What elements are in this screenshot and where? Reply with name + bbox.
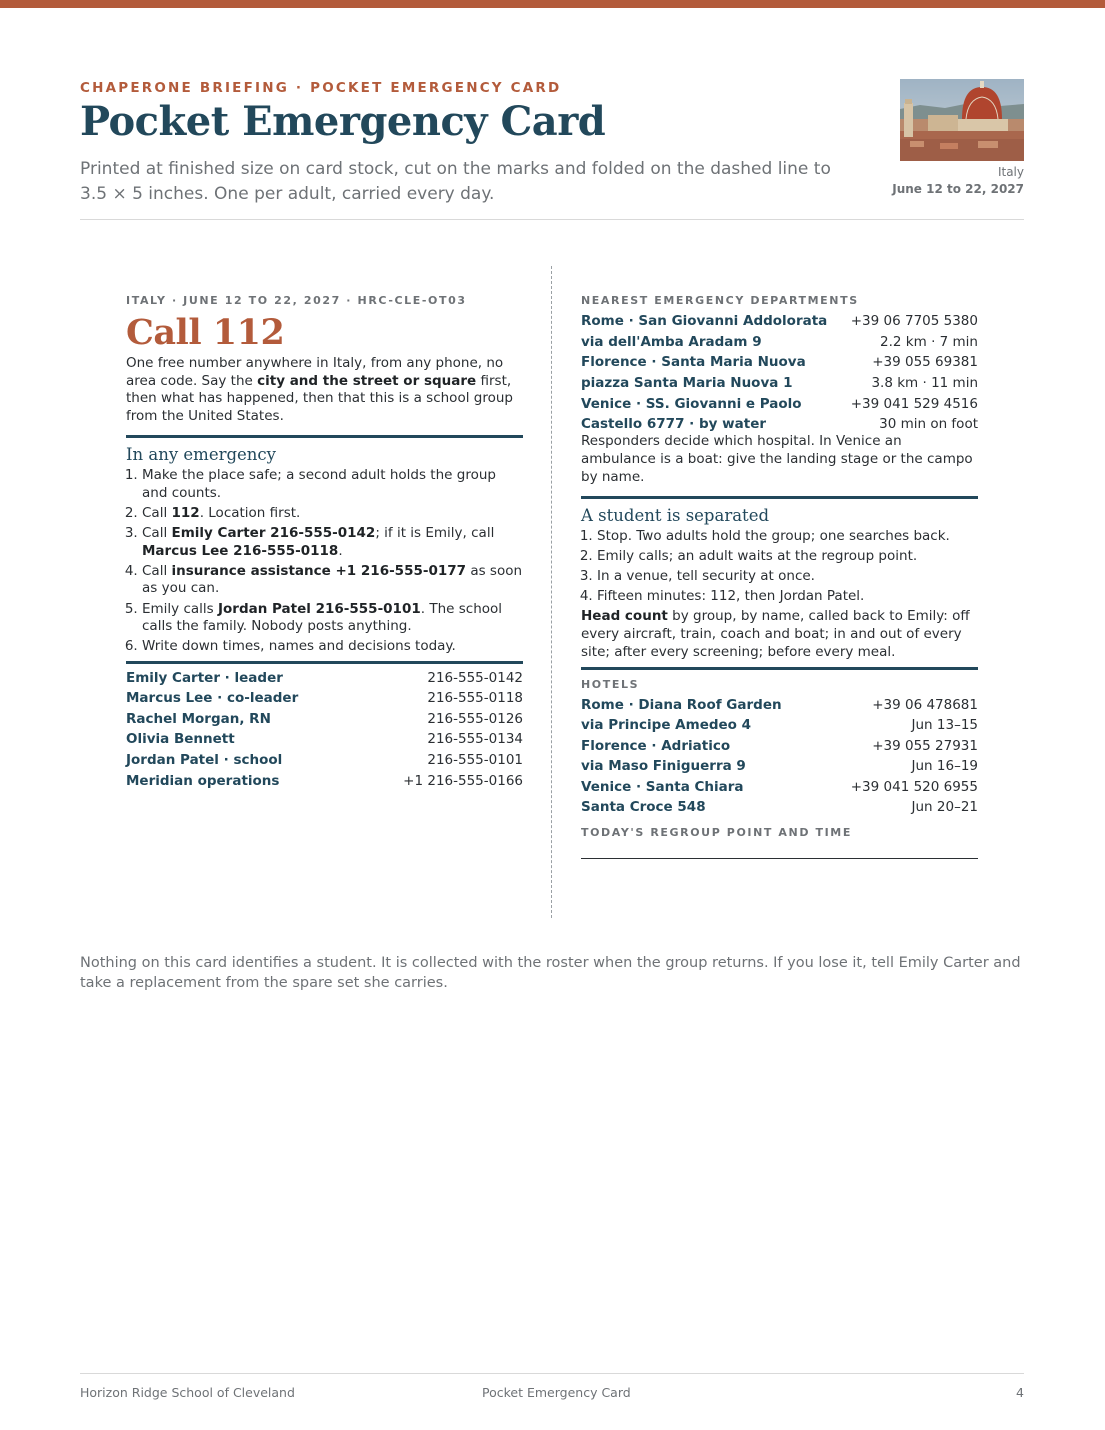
emergency-steps <box>126 467 523 656</box>
contact-row: Emily Carter · leader 216-555-0142 <box>126 669 523 686</box>
trip-kicker: ITALY · JUNE 12 TO 22, 2027 · HRC-CLE-OT03 <box>126 294 467 307</box>
emergency-step: 5. Emily calls Jordan Patel 216-555-0101. The school calls the family. Nobody posts anything. <box>142 601 523 637</box>
contact-row: Olivia Bennett 216-555-0134 <box>126 731 523 748</box>
card-footer-note: Nothing on this card identifies a student. It is collected with the roster when the group returns. If you lose it, tell Emily Carter and take a replacement from the spare set she carries. <box>80 955 1021 991</box>
emergency-step: 3. Call Emily Carter 216-555-0142; if it is Emily, call Marcus Lee 216-555-0118. <box>142 525 523 561</box>
photo-caption-dates: June 12 to 22, 2027 <box>892 182 1024 196</box>
right-panel <box>581 292 978 859</box>
contact-row: Jordan Patel · school 216-555-0101 <box>126 752 523 768</box>
emergency-step: 6. Write down times, names and decisions today. <box>142 638 523 656</box>
footer-doc-title: Pocket Emergency Card <box>482 1385 631 1400</box>
emergency-step: 4. Call insurance assistance +1 216-555-0177 as soon as you can. <box>142 563 523 599</box>
separated-heading: A student is separated <box>581 505 770 525</box>
contact-list <box>126 668 523 792</box>
page-number: 4 <box>1016 1385 1024 1400</box>
footer-divider <box>80 1373 1024 1374</box>
left-panel <box>126 292 523 792</box>
page-subtitle: Printed at finished size on card stock, cut on the marks and folded on the dashed line to 3.5 × 5 inches. One per adult, carried every day. <box>80 159 831 204</box>
department-row: Florence · Santa Maria Nuova +39 055 69381 <box>581 354 978 371</box>
hotel-row: Santa Croce 548 Jun 20–21 <box>581 799 978 816</box>
emergency-step: 1. Make the place safe; a second adult holds the group and counts. <box>142 467 523 503</box>
regroup-write-in-line <box>581 858 978 859</box>
call-112-heading: Call 112 <box>126 311 285 353</box>
emergency-departments-kicker: NEAREST EMERGENCY DEPARTMENTS <box>581 294 859 307</box>
emergency-departments-list <box>581 312 978 436</box>
separated-steps <box>581 528 978 606</box>
headcount-note: Head count by group, by name, called back to Emily: off every aircraft, train, coach and boat; in and out of every site; after every screening; before every meal. <box>581 607 970 660</box>
top-accent-bar <box>0 0 1105 8</box>
header-divider <box>80 219 1024 220</box>
contact-row: Marcus Lee · co-leader 216-555-0118 <box>126 690 523 707</box>
photo-caption-destination: Italy <box>997 165 1024 179</box>
separated-step: 4. Fifteen minutes: 112, then Jordan Patel. <box>597 588 978 606</box>
section-divider <box>126 661 523 664</box>
page-title: Pocket Emergency Card <box>80 98 606 145</box>
hotel-row: Venice · Santa Chiara +39 041 520 6955 <box>581 778 978 795</box>
emergency-heading: In any emergency <box>126 444 276 464</box>
eyebrow-label: CHAPERONE BRIEFING · POCKET EMERGENCY CARD <box>80 80 562 96</box>
florence-cathedral-photo <box>900 79 1024 161</box>
department-row: Castello 6777 · by water 30 min on foot <box>581 416 978 433</box>
hotel-row: via Principe Amedeo 4 Jun 13–15 <box>581 717 978 734</box>
department-row: piazza Santa Maria Nuova 1 3.8 km · 11 min <box>581 374 978 391</box>
separated-step: 1. Stop. Two adults hold the group; one searches back. <box>597 528 978 546</box>
section-divider <box>581 496 978 499</box>
department-row: Rome · San Giovanni Addolorata +39 06 7705 5380 <box>581 313 978 330</box>
call-112-intro: One free number anywhere in Italy, from any phone, no area code. Say the city and the street or square first, then what has happened, then that this is a school group from the United States. <box>126 354 513 425</box>
hotel-row: via Maso Finiguerra 9 Jun 16–19 <box>581 758 978 775</box>
contact-row: Rachel Morgan, RN 216-555-0126 <box>126 710 523 727</box>
hotel-list <box>581 695 978 819</box>
hotels-kicker: HOTELS <box>581 678 640 692</box>
hotel-row: Rome · Diana Roof Garden +39 06 478681 <box>581 696 978 713</box>
section-divider <box>126 435 523 438</box>
department-row: via dell'Amba Aradam 9 2.2 km · 7 min <box>581 333 978 350</box>
hotel-row: Florence · Adriatico +39 055 27931 <box>581 737 978 754</box>
department-row: Venice · SS. Giovanni e Paolo +39 041 529 4516 <box>581 395 978 412</box>
separated-step: 3. In a venue, tell security at once. <box>597 568 978 586</box>
hospital-note: Responders decide which hospital. In Venice an ambulance is a boat: give the landing stage or the campo by name. <box>581 433 973 485</box>
separated-step: 2. Emily calls; an adult waits at the regroup point. <box>597 548 978 566</box>
emergency-step: 2. Call 112. Location first. <box>142 505 523 523</box>
fold-line <box>551 266 552 918</box>
footer-school: Horizon Ridge School of Cleveland <box>80 1385 295 1400</box>
regroup-kicker: TODAY'S REGROUP POINT AND TIME <box>581 825 852 839</box>
photo-caption <box>892 164 1024 198</box>
section-divider <box>581 667 978 670</box>
contact-row: Meridian operations +1 216-555-0166 <box>126 772 523 789</box>
